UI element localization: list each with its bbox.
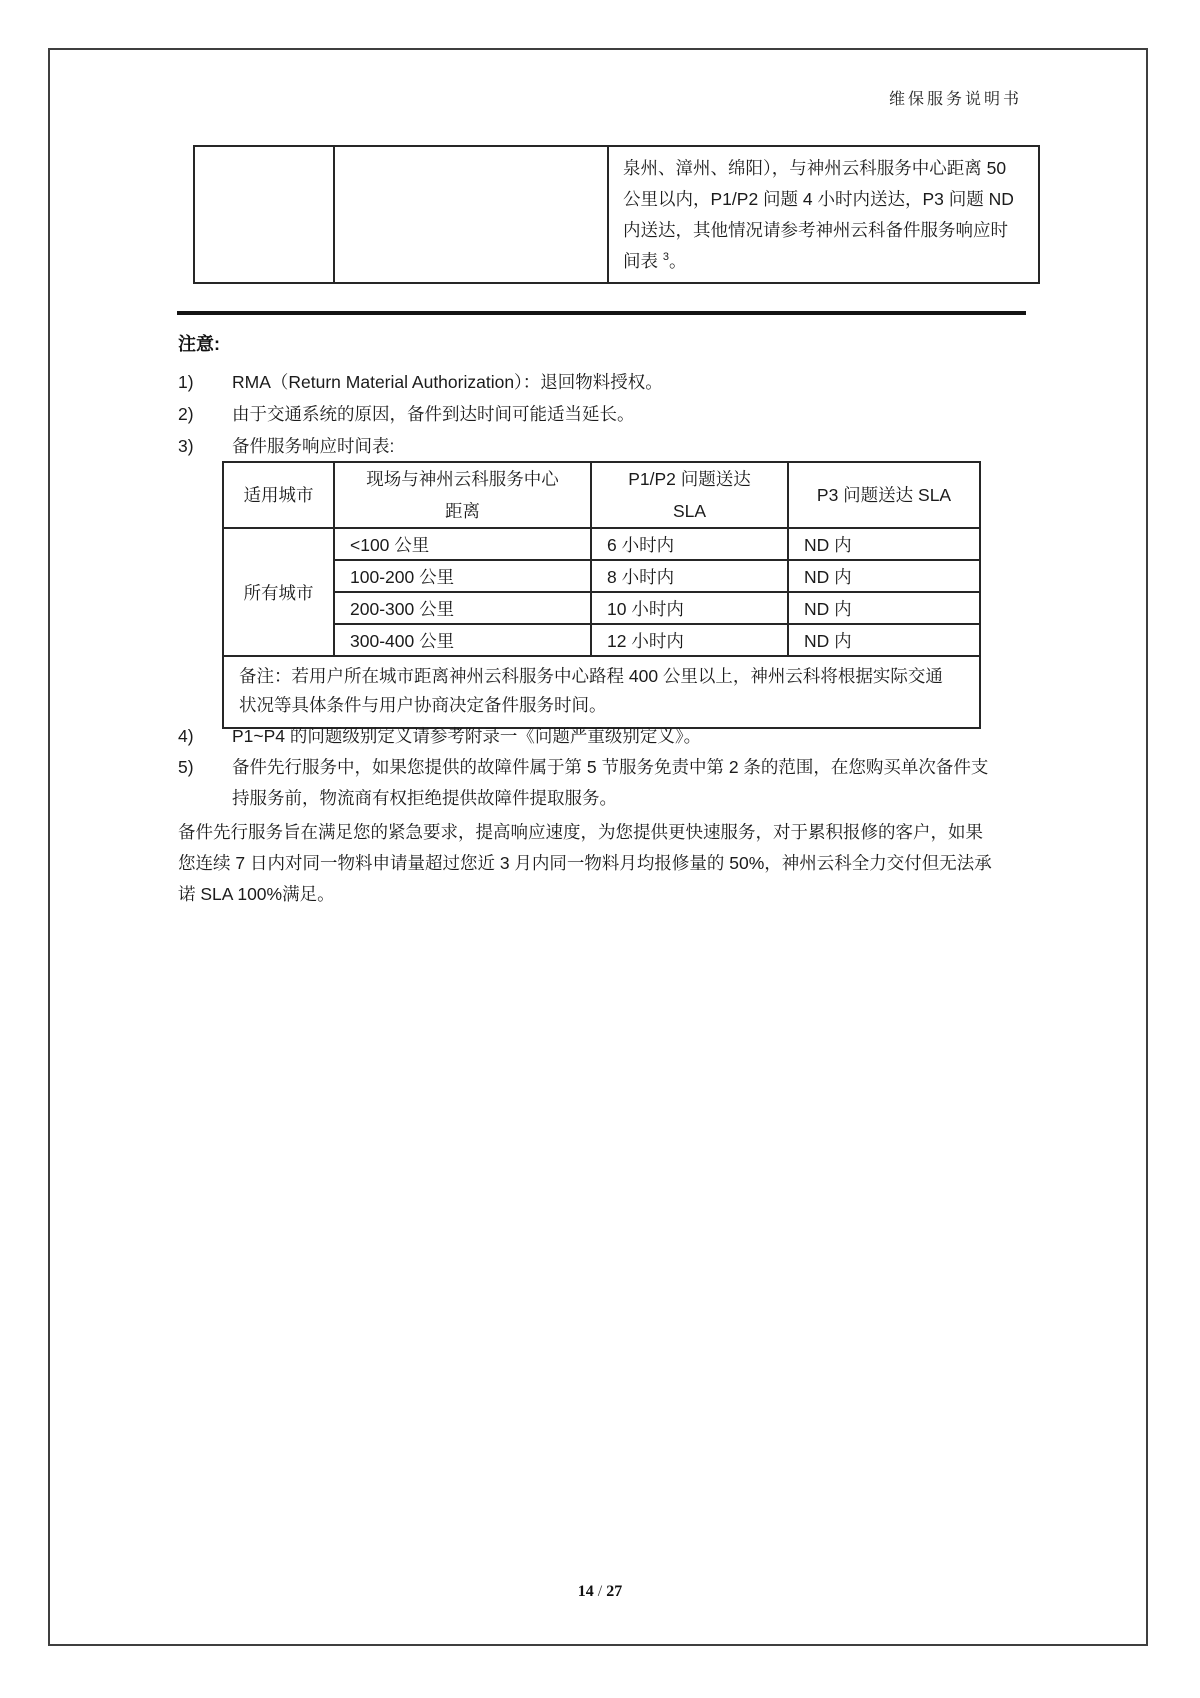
paragraph-line: 您连续 7 日内对同一物料申请量超过您近 3 月内同一物料月均报修量的 50%，神州云科全力交付但无法承 (178, 853, 992, 873)
list-item-4 (178, 721, 1028, 752)
notice-list (178, 366, 1028, 462)
page-separator: / (597, 1583, 603, 1600)
distance-cell: 300-400 公里 (334, 624, 591, 656)
note-line: 备注：若用户所在城市距离神州云科服务中心路程 400 公里以上，神州云科将根据实际交通 (239, 666, 943, 686)
distance-cell: <100 公里 (334, 528, 591, 560)
list-item-number: 1) (178, 372, 194, 392)
header-p3-sla: P3 问题送达 SLA (788, 462, 980, 528)
p3-sla-cell: ND 内 (788, 528, 980, 560)
table-note-row (223, 656, 980, 728)
list-item-text: 由于交通系统的原因，备件到达时间可能适当延长。 (232, 404, 635, 424)
list-item-5 (178, 752, 1028, 783)
table-row (223, 624, 980, 656)
distance-cell: 100-200 公里 (334, 560, 591, 592)
distance-cell: 200-300 公里 (334, 592, 591, 624)
list-item-number: 3) (178, 436, 194, 456)
page-number (0, 1583, 1200, 1601)
paragraph-line: 备件先行服务旨在满足您的紧急要求，提高响应速度，为您提供更快速服务，对于累积报修的客户，如果 (178, 822, 983, 842)
table-row (194, 146, 1039, 283)
sla-response-time-table (222, 461, 981, 729)
note-line: 状况等具体条件与用户协商决定备件服务时间。 (239, 695, 607, 715)
list-item-number: 5) (178, 757, 194, 777)
section-divider-rule (177, 311, 1026, 315)
list-item-3 (178, 430, 1028, 462)
cell-line: 公里以内，P1/P2 问题 4 小时内送达，P3 问题 ND (623, 189, 1014, 209)
empty-cell-2 (334, 146, 608, 283)
cell-line: 泉州、漳州、绵阳），与神州云科服务中心距离 50 (623, 158, 1007, 178)
p12-sla-cell: 10 小时内 (591, 592, 788, 624)
notice-heading: 注意: (178, 334, 220, 354)
closing-paragraph (178, 817, 1030, 910)
empty-cell-1 (194, 146, 334, 283)
p12-sla-cell: 8 小时内 (591, 560, 788, 592)
p3-sla-cell: ND 内 (788, 560, 980, 592)
delivery-sla-cell (608, 146, 1039, 283)
footnote-ref-3: 3 (662, 251, 669, 264)
p12-sla-cell: 12 小时内 (591, 624, 788, 656)
list-item-2 (178, 398, 1028, 430)
continued-spare-parts-table (193, 145, 1040, 284)
list-item-number: 4) (178, 726, 194, 746)
notice-list-continued (178, 721, 1028, 814)
city-group-cell: 所有城市 (223, 528, 334, 656)
header-distance: 现场与神州云科服务中心 距离 (334, 462, 591, 528)
p3-sla-cell: ND 内 (788, 624, 980, 656)
doc-header-title: 维保服务说明书 (888, 91, 1022, 108)
list-item-5-continuation: 持服务前，物流商有权拒绝提供故障件提取服务。 (232, 788, 617, 808)
total-page-count: 27 (606, 1583, 623, 1600)
table-note-cell (223, 656, 980, 728)
table-row (223, 560, 980, 592)
current-page-number: 14 (577, 1583, 594, 1600)
table-header-row (223, 462, 980, 528)
list-item-text: 备件服务响应时间表: (232, 436, 395, 456)
cell-line: 内送达，其他情况请参考神州云科备件服务响应时 (623, 220, 1008, 240)
p3-sla-cell: ND 内 (788, 592, 980, 624)
list-item-text: 备件先行服务中，如果您提供的故障件属于第 5 节服务免责中第 2 条的范围，在您购买单次备件支 (232, 757, 989, 777)
table-row (223, 592, 980, 624)
list-item-text: P1~P4 的问题级别定义请参考附录一《问题严重级别定义》。 (232, 726, 702, 746)
header-city: 适用城市 (223, 462, 334, 528)
table-row (223, 528, 980, 560)
list-item-text: RMA（Return Material Authorization）：退回物料授权。 (232, 372, 663, 392)
list-item-number: 2) (178, 404, 194, 424)
paragraph-line: 诺 SLA 100%满足。 (178, 884, 335, 904)
cell-line-with-footnote: 间表 $^3$。 (623, 251, 687, 271)
header-p12-sla: P1/P2 问题送达 SLA (591, 462, 788, 528)
p12-sla-cell: 6 小时内 (591, 528, 788, 560)
list-item-1 (178, 366, 1028, 398)
